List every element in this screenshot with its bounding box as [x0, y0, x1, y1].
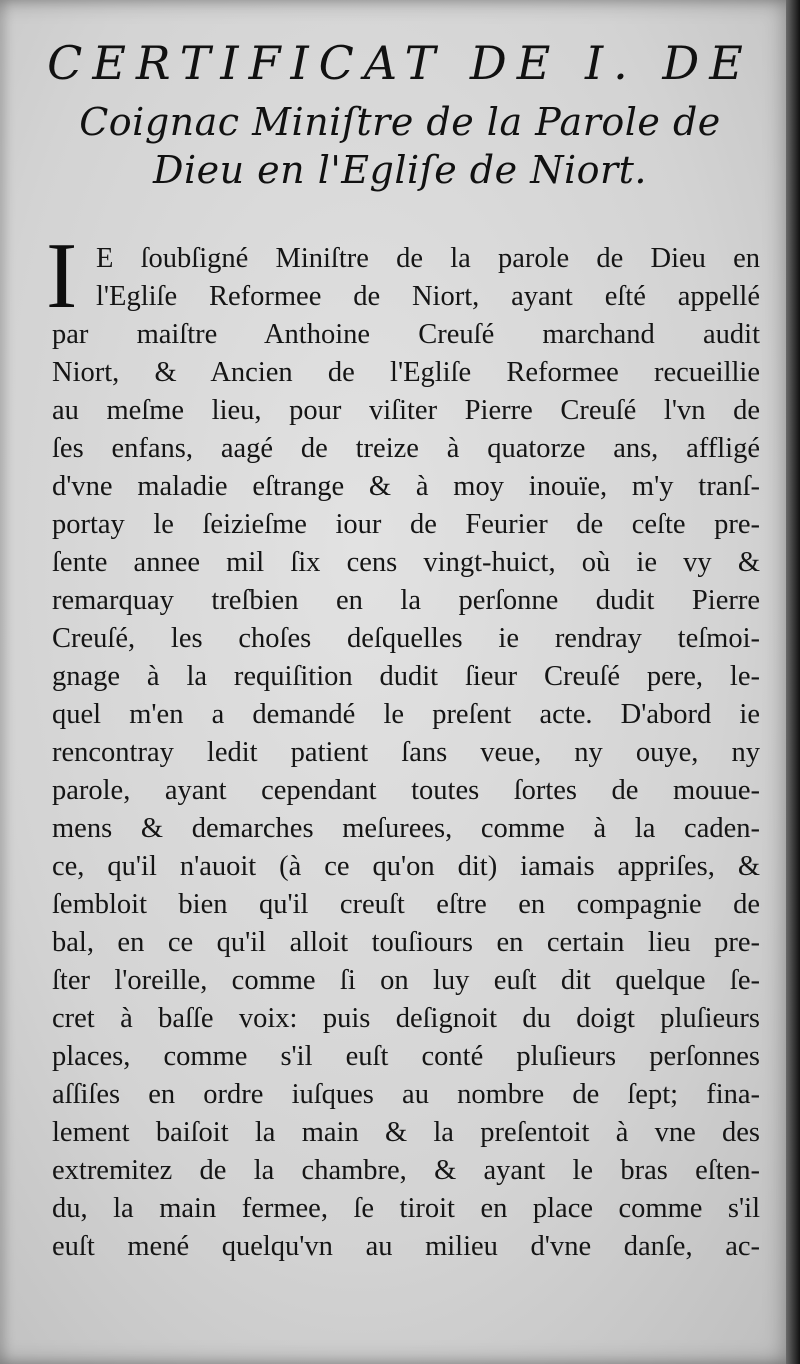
text-line: du, la main fermee, ſe tiroit en place comme s'il	[52, 1193, 760, 1224]
text-line: par maiſtre Anthoine Creuſé marchand audit	[52, 319, 760, 350]
text-line: places, comme s'il euſt conté pluſieurs perſonnes	[52, 1041, 760, 1072]
text-line: quel m'en a demandé le preſent acte. D'abord ie	[52, 699, 760, 730]
page-edge-shadow	[786, 0, 800, 1364]
certificate-title-line-2: Coignac Miniſtre de la Parole de	[79, 100, 721, 144]
text-line: ſente annee mil ſix cens vingt-huict, où ie vy &	[52, 547, 760, 578]
text-line: d'vne maladie eſtrange & à moy inouïe, m'y tranſ-	[52, 471, 760, 502]
certificate-title-line-1: CERTIFICAT DE I. DE	[47, 36, 753, 90]
text-line: au meſme lieu, pour viſiter Pierre Creuſé l'vn de	[52, 395, 760, 426]
text-line: ſes enfans, aagé de treize à quatorze ans, affligé	[52, 433, 760, 464]
certificate-title-line-3: Dieu en l'Egliſe de Niort.	[153, 148, 647, 192]
text-line: euſt mené quelqu'vn au milieu d'vne danſe, ac-	[52, 1231, 760, 1262]
text-line: ſter l'oreille, comme ſi on luy euſt dit quelque ſe-	[52, 965, 760, 996]
text-line: extremitez de la chambre, & ayant le bras eſten-	[52, 1155, 760, 1186]
text-line: l'Egliſe Reformee de Niort, ayant eſté appellé	[96, 281, 760, 312]
text-line: E ſoubſigné Miniſtre de la parole de Dieu en	[96, 243, 760, 274]
drop-cap: I	[46, 224, 78, 328]
text-line: remarquay treſbien en la perſonne dudit Pierre	[52, 585, 760, 616]
text-line: Creuſé, les choſes deſquelles ie rendray teſmoi-	[52, 623, 760, 654]
text-line: cret à baſſe voix: puis deſignoit du doigt pluſieurs	[52, 1003, 760, 1034]
text-line: aſſiſes en ordre iuſques au nombre de ſept; fina-	[52, 1079, 760, 1110]
text-line: mens & demarches meſurees, comme à la caden-	[52, 813, 760, 844]
text-line: lement baiſoit la main & la preſentoit à vne des	[52, 1117, 760, 1148]
text-line: Niort, & Ancien de l'Egliſe Reformee recueillie	[52, 357, 760, 388]
text-line: ce, qu'il n'auoit (à ce qu'on dit) iamais appriſes, &	[52, 851, 760, 882]
text-line: ſembloit bien qu'il creuſt eſtre en compagnie de	[52, 889, 760, 920]
text-line: parole, ayant cependant toutes ſortes de mouue-	[52, 775, 760, 806]
text-line: gnage à la requiſition dudit ſieur Creuſé pere, le-	[52, 661, 760, 692]
text-line: bal, en ce qu'il alloit touſiours en certain lieu pre-	[52, 927, 760, 958]
text-line: rencontray ledit patient ſans veue, ny ouye, ny	[52, 737, 760, 768]
text-line: portay le ſeizieſme iour de Feurier de ceſte pre-	[52, 509, 760, 540]
